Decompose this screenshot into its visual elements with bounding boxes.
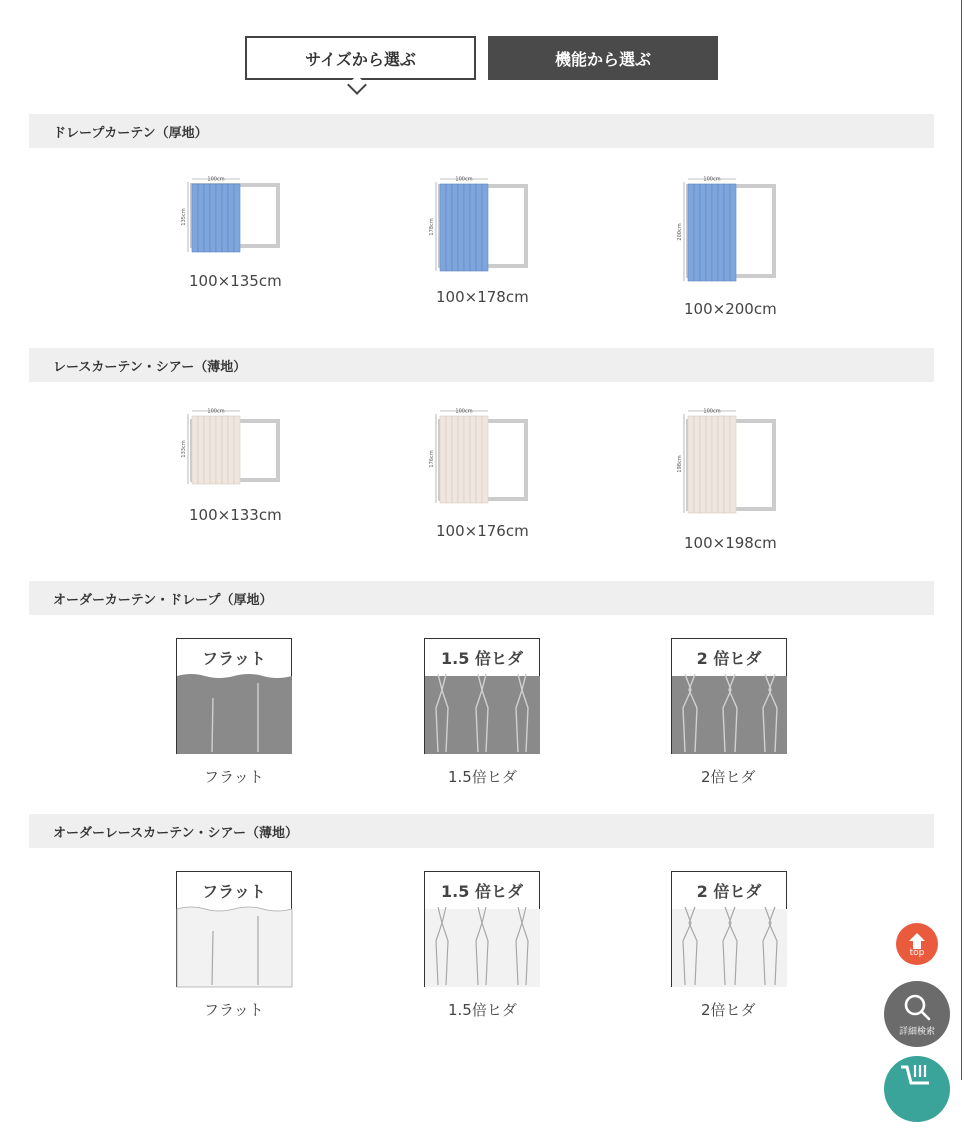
panel-label: 1.5 倍ヒダ: [441, 649, 523, 668]
pleat-item-drape-2[interactable]: [671, 638, 788, 755]
width-dimension-label: 100cm: [455, 176, 473, 183]
advanced-search-button[interactable]: [884, 981, 950, 1047]
width-dimension-label: 100cm: [703, 408, 721, 415]
height-dimension-label: 178cm: [429, 218, 435, 236]
size-item-drape-200[interactable]: [676, 174, 780, 286]
pleat-item-lace-1-5[interactable]: [424, 871, 541, 988]
back-to-top-button[interactable]: [896, 923, 938, 965]
lace-flat-illustration: [176, 871, 293, 988]
tab-select-by-function[interactable]: 機能から選ぶ: [488, 36, 718, 80]
size-item-drape-135[interactable]: [180, 174, 284, 254]
pleat-item-lace-2[interactable]: [671, 871, 788, 988]
cart-icon: [899, 1061, 935, 1091]
section-header-drape: ドレープカーテン（厚地）: [29, 114, 934, 148]
lace-1-5-illustration: [424, 871, 541, 988]
drape-178-illustration: [428, 174, 532, 274]
lace-2-illustration: [671, 871, 788, 988]
lace-133-illustration: [180, 406, 284, 486]
size-caption: 100×133cm: [189, 506, 282, 524]
lace-176-illustration: [428, 406, 532, 506]
drape-1-5-illustration: [424, 638, 541, 755]
size-caption: 100×198cm: [684, 534, 777, 552]
pleat-item-drape-1-5[interactable]: [424, 638, 541, 755]
page-edge-line: [961, 0, 962, 1080]
width-dimension-label: 100cm: [207, 408, 225, 415]
width-dimension-label: 100cm: [455, 408, 473, 415]
size-caption: 100×178cm: [436, 288, 529, 306]
size-caption: 100×176cm: [436, 522, 529, 540]
pleat-caption: フラット: [204, 1001, 264, 1019]
drape-2-illustration: [671, 638, 788, 755]
panel-label: 2 倍ヒダ: [696, 649, 762, 668]
tab-select-by-size[interactable]: サイズから選ぶ: [245, 36, 476, 80]
panel-label: 1.5 倍ヒダ: [441, 882, 523, 901]
height-dimension-label: 133cm: [181, 440, 187, 458]
height-dimension-label: 176cm: [429, 450, 435, 468]
section-header-order-drape: オーダーカーテン・ドレープ（厚地）: [29, 581, 934, 615]
drape-flat-illustration: [176, 638, 293, 755]
cart-button[interactable]: [884, 1056, 950, 1122]
size-caption: 100×135cm: [189, 272, 282, 290]
pleat-caption: 1.5倍ヒダ: [448, 768, 517, 786]
width-dimension-label: 100cm: [207, 176, 225, 183]
pleat-caption: 1.5倍ヒダ: [448, 1001, 517, 1019]
width-dimension-label: 100cm: [703, 176, 721, 183]
size-item-lace-198[interactable]: [676, 406, 780, 518]
panel-label: 2 倍ヒダ: [696, 882, 762, 901]
height-dimension-label: 135cm: [181, 208, 187, 226]
size-item-lace-176[interactable]: [428, 406, 532, 506]
height-dimension-label: 200cm: [677, 223, 683, 241]
size-caption: 100×200cm: [684, 300, 777, 318]
pleat-caption: 2倍ヒダ: [701, 768, 756, 786]
search-icon: [902, 992, 932, 1022]
section-header-lace: レースカーテン・シアー（薄地）: [29, 348, 934, 382]
drape-135-illustration: [180, 174, 284, 254]
section-header-order-lace: オーダーレースカーテン・シアー（薄地）: [29, 814, 934, 848]
back-to-top-label: top: [909, 947, 925, 958]
panel-label: フラット: [202, 882, 266, 901]
pleat-item-lace-flat[interactable]: [176, 871, 293, 988]
size-item-drape-178[interactable]: [428, 174, 532, 274]
pleat-item-drape-flat[interactable]: [176, 638, 293, 755]
lace-198-illustration: [676, 406, 780, 518]
pleat-caption: フラット: [204, 768, 264, 786]
size-item-lace-133[interactable]: [180, 406, 284, 486]
panel-label: フラット: [202, 649, 266, 668]
height-dimension-label: 198cm: [677, 455, 683, 473]
advanced-search-label: 詳細検索: [898, 1026, 935, 1037]
pleat-caption: 2倍ヒダ: [701, 1001, 756, 1019]
drape-200-illustration: [676, 174, 780, 286]
